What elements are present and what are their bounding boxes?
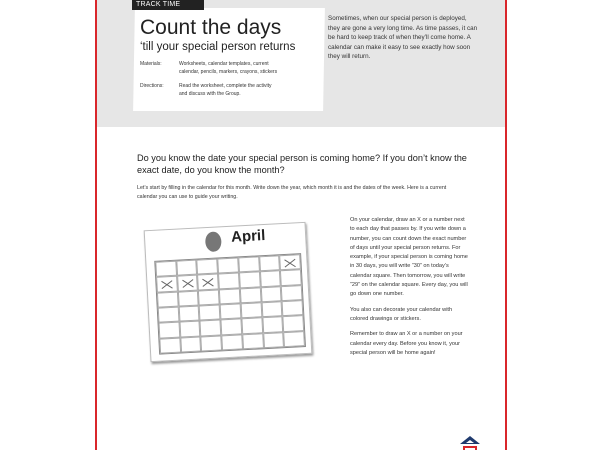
- calendar-cell: [197, 259, 218, 275]
- calendar-cell: [283, 315, 304, 331]
- calendar-cell: [178, 290, 199, 306]
- calendar-cell: [180, 336, 201, 352]
- instruction-paragraph: You also can decorate your calendar with colored drawings or stickers.: [350, 306, 453, 322]
- calendar-cell: [159, 337, 180, 353]
- calendar-cell: [238, 256, 259, 272]
- calendar-cell: [219, 288, 240, 304]
- calendar-cell: [199, 304, 220, 320]
- calendar-cell: [155, 261, 176, 277]
- calendar-cell: [263, 332, 284, 348]
- directions-text: Read the worksheet, complete the activity and discuss with the Group.: [179, 83, 272, 97]
- calendar-cell: [261, 301, 282, 317]
- calendar-cell: [179, 321, 200, 337]
- calendar-cell: [197, 274, 218, 290]
- calendar-cell: [218, 273, 239, 289]
- materials-label: Materials:: [140, 61, 162, 67]
- page-subtitle: ‘till your special person returns: [140, 41, 296, 53]
- calendar-cell: [158, 307, 179, 323]
- calendar-cell: [198, 289, 219, 305]
- calendar-cell: [157, 291, 178, 307]
- calendar-cell: [221, 319, 242, 335]
- monster-sticker-icon: [205, 231, 222, 252]
- organization-logo-icon: [459, 435, 481, 450]
- calendar-cell: [260, 286, 281, 302]
- calendar-cell: [239, 272, 260, 288]
- calendar-cell: [201, 335, 222, 351]
- intro-paragraph: Sometimes, when our special person is deployed, they are gone a very long time. As time passes, it can be hard to keep track of when they’ll come home. A calendar can make it easy to see exactly how soon they will return.: [328, 15, 478, 60]
- calendar-month: April: [230, 226, 266, 246]
- calendar-cell: [240, 302, 261, 318]
- calendar-cell: [279, 254, 300, 270]
- calendar-cell: [177, 275, 198, 291]
- section-tag: TRACK TIME: [132, 0, 204, 10]
- calendar-cell: [262, 317, 283, 333]
- question-heading: Do you know the date your special person is coming home? If you don’t know the exact date, do you know the month?: [137, 153, 467, 175]
- calendar-grid: [154, 253, 306, 355]
- calendar-cell: [282, 300, 303, 316]
- instruction-paragraph: On your calendar, draw an X or a number next to each day that passes by. If you write down a number, you can count down the exact number of days until your special person returns. For example, if your special person is coming home in 30 days, you will write “30” on today’s calendar square. Then tomorrow, you will write “29” on the calendar square. Every day, you will go down one number.: [350, 217, 468, 298]
- instructions: [350, 216, 470, 364]
- worksheet-page: [95, 0, 507, 450]
- calendar-cell: [220, 303, 241, 319]
- instruction-paragraph: Remember to draw an X or a number on your calendar every day. Before you know it, your special person will be home again!: [350, 331, 463, 356]
- calendar-cell: [217, 257, 238, 273]
- calendar-cell: [242, 333, 263, 349]
- calendar-cell: [178, 306, 199, 322]
- calendar-cell: [241, 318, 262, 334]
- calendar-cell: [159, 322, 180, 338]
- calendar-cell: [260, 271, 281, 287]
- calendar-cell: [281, 285, 302, 301]
- materials-text: Worksheets, calendar templates, current calendar, pencils, markers, crayons, stickers: [179, 61, 278, 75]
- calendar-cell: [259, 255, 280, 271]
- calendar-cell: [283, 331, 304, 347]
- calendar-cell: [280, 269, 301, 285]
- page-title: Count the days: [140, 16, 282, 39]
- calendar-cell: [156, 276, 177, 292]
- calendar-cell: [240, 287, 261, 303]
- lead-paragraph: Let’s start by filling in the calendar for this month. Write down the year, which month it is and the dates of the week. Here is a current calendar you can use to guide your writing.: [137, 185, 447, 200]
- calendar-illustration: [144, 222, 313, 362]
- calendar-cell: [176, 260, 197, 276]
- calendar-cell: [200, 320, 221, 336]
- directions-label: Directions:: [140, 83, 164, 89]
- calendar-cell: [221, 334, 242, 350]
